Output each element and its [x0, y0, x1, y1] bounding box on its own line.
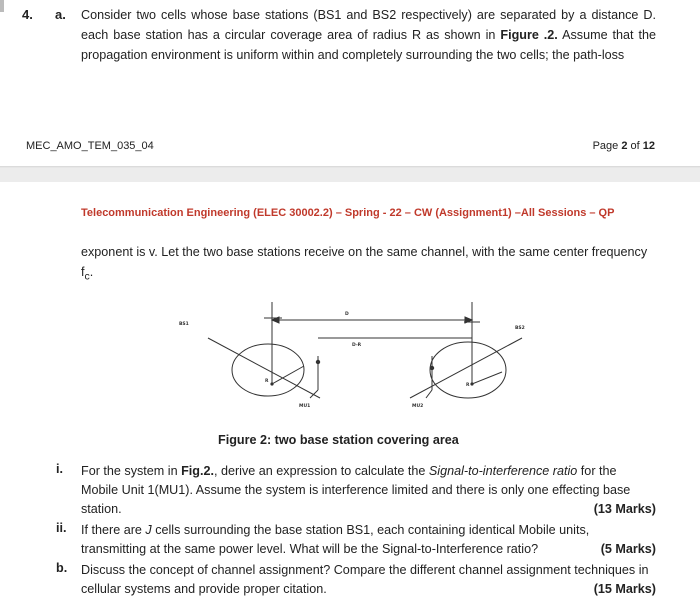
label-mu1: MU1 — [299, 404, 311, 409]
item-ii-marks: (5 Marks) — [600, 542, 656, 556]
item-ii-emph: J — [145, 523, 152, 537]
part-b-marks: (15 Marks) — [593, 582, 656, 596]
page-mid: of — [627, 140, 643, 152]
bs2-diagonal — [410, 338, 522, 398]
page-number — [593, 140, 655, 152]
item-i-text-1: For the system in — [81, 464, 182, 478]
item-ii-text-2: cells surrounding the base station BS1, each containing identical Mobile units, transmitting at the same power level. What will be the Signal-to-Interference ratio? — [81, 523, 590, 556]
bs2-coverage-area — [430, 342, 506, 398]
item-i-marks: (13 Marks) — [593, 502, 656, 516]
item-i-text-2: , derive an expression to calculate the — [213, 464, 429, 478]
item-i-label: i. — [56, 462, 63, 476]
bs1-center-dot — [270, 382, 273, 385]
document-code: MEC_AMO_TEM_035_04 — [26, 140, 154, 152]
mu2-pointer — [426, 390, 432, 398]
bs2-center-dot — [470, 382, 473, 385]
item-i-emph: Signal-to-interference ratio — [428, 464, 578, 478]
part-b-text — [81, 561, 656, 599]
label-d: D — [345, 312, 349, 317]
continuation-end: . — [89, 265, 94, 279]
figure-caption: Figure 2: two base station covering area — [218, 433, 459, 447]
page-header-title: Telecommunication Engineering (ELEC 30002.2) – Spring - 22 – CW (Assignment1) –All Sessions – QP — [81, 207, 615, 219]
bs2-radius-line — [472, 372, 502, 384]
mu1-dot — [316, 360, 320, 364]
item-ii-label: ii. — [56, 521, 67, 535]
label-r-left: R — [265, 379, 269, 384]
page-total: 12 — [642, 140, 655, 152]
part-b-text-body: Discuss the concept of channel assignment? Compare the different channel assignment techniques in cellular systems and provide proper citation. — [81, 563, 649, 596]
label-bs1: BS1 — [179, 322, 189, 327]
page-edge-marker — [0, 0, 4, 12]
part-b-label: b. — [56, 561, 68, 575]
two-cell-diagram — [0, 290, 700, 430]
part-a-text — [81, 5, 656, 65]
label-mu2: MU2 — [412, 404, 424, 409]
continuation-subscript: c — [84, 270, 90, 283]
part-a-text-end: Assume that the propagation environment is uniform within and completely surrounding the two cells; the path-loss — [81, 28, 656, 62]
page-prefix: Page — [592, 140, 622, 152]
page-separator — [0, 166, 700, 182]
mu2-dot — [430, 366, 434, 370]
continuation-text — [81, 242, 661, 287]
item-i-text-3: for the Mobile Unit 1(MU1). Assume the system is interference limited and there is only one effecting base station. — [81, 464, 631, 516]
label-bs2: BS2 — [515, 326, 525, 331]
part-a-label: a. — [55, 7, 66, 22]
continuation-main: exponent is v. Let the two base stations receive on the same channel, with the same center frequency f — [81, 245, 648, 279]
label-d-minus-r: D-R — [352, 343, 362, 348]
label-r-right: R — [466, 383, 470, 388]
question-number: 4. — [22, 7, 33, 22]
part-a-text-start: Consider two cells whose base stations (BS1 and BS2 respectively) are separated by a distance D. each base station has a circular coverage area of radius R as shown in — [81, 8, 656, 42]
figure-reference: Figure .2. — [500, 28, 558, 42]
item-ii-text-1: If there are — [81, 523, 146, 537]
bs1-diagonal — [208, 338, 320, 398]
item-i-fig-ref: Fig.2. — [181, 464, 214, 478]
item-i-text — [81, 462, 656, 519]
page-current: 2 — [621, 140, 628, 152]
item-ii-text — [81, 521, 656, 559]
